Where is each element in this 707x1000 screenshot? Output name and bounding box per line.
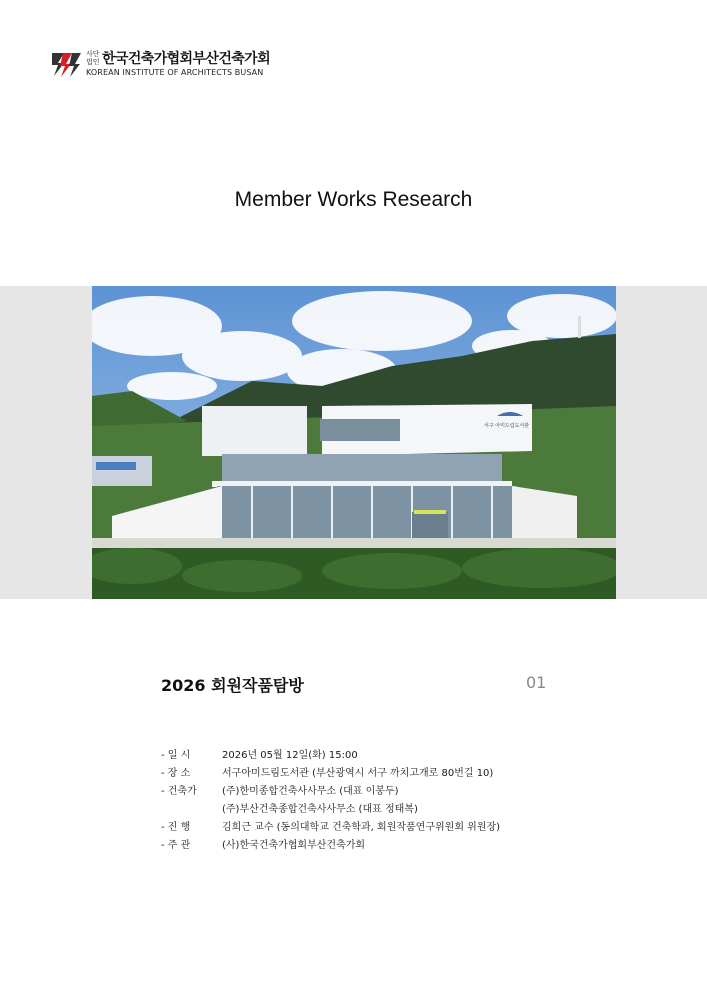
page-title: Member Works Research: [234, 188, 473, 211]
info-label: - 일 시: [161, 750, 191, 761]
logo-english-name: KOREAN INSTITUTE OF ARCHITECTS BUSAN: [86, 68, 264, 77]
building-signage: 서구 아미드림도서관: [484, 423, 530, 429]
info-value: (주)부산건축종합건축사사무소 (대표 정태복): [222, 804, 418, 815]
section-title: 2026 회원작품탐방: [161, 676, 304, 695]
info-label: - 주 관: [161, 840, 191, 851]
info-label: - 진 행: [161, 822, 191, 833]
info-value: (주)한미종합건축사사무소 (대표 이봉두): [222, 786, 399, 797]
info-value: 김희근 교수 (동의대학교 건축학과, 회원작품연구위원회 위원장): [222, 822, 501, 833]
building-photo: [92, 286, 616, 599]
info-value: (사)한국건축가협회부산건축가회: [222, 840, 366, 851]
section-number: 01: [526, 673, 547, 692]
info-label: - 건축가: [161, 786, 197, 797]
info-value: 서구아미드림도서관 (부산광역시 서구 까치고개로 80번길 10): [222, 768, 494, 779]
kia-logo-icon: [50, 49, 82, 79]
logo-korean-name: 한국건축가협회부산건축가회: [102, 51, 271, 67]
info-value: 2026년 05월 12일(화) 15:00: [222, 750, 358, 761]
info-label: - 장 소: [161, 768, 191, 779]
logo-small-text: 사단법인: [86, 50, 100, 66]
